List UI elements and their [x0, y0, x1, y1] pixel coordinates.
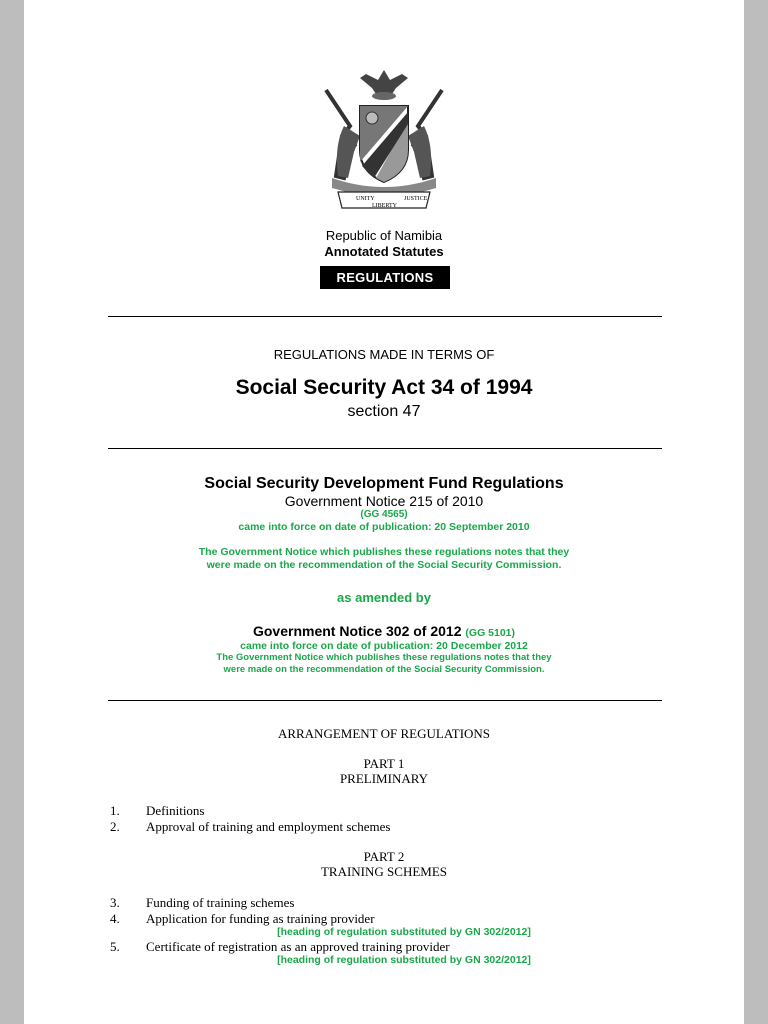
item-number: 1. — [110, 803, 120, 818]
item-text: Funding of training schemes — [146, 895, 295, 910]
divider — [108, 316, 662, 317]
list-item — [110, 939, 450, 955]
amending-gazette-reference: (GG 5101) — [465, 627, 516, 639]
substitution-note: [heading of regulation substituted by GN 302/2012] — [277, 926, 531, 938]
item-number: 3. — [110, 895, 120, 910]
amendment-commencement: came into force on date of publication: 20 December 2012 — [240, 640, 528, 652]
document-page — [24, 0, 744, 1024]
crest-motto-unity: UNITY — [356, 196, 375, 202]
part-1-heading — [24, 756, 744, 786]
recommendation-note-line: The Government Notice which publishes these regulations notes that they — [198, 546, 570, 558]
made-in-terms-of: REGULATIONS MADE IN TERMS OF — [273, 347, 495, 362]
item-text: Certificate of registration as an approved training provider — [146, 939, 450, 954]
commencement-note: came into force on date of publication: 20 September 2010 — [238, 521, 530, 533]
list-item — [110, 819, 390, 835]
act-section: section 47 — [347, 403, 421, 420]
amending-notice-title: Government Notice 302 of 2012 — [252, 623, 462, 639]
amendment-note-line: The Government Notice which publishes these regulations notes that they — [216, 652, 552, 663]
crest-motto-justice: JUSTICE — [404, 196, 428, 202]
part-title: PRELIMINARY — [339, 771, 429, 786]
list-item — [110, 895, 294, 911]
substitution-note: [heading of regulation substituted by GN 302/2012] — [277, 954, 531, 966]
amendment-note-line: were made on the recommendation of the Social Security Commission. — [223, 663, 545, 675]
item-number: 4. — [110, 911, 120, 926]
part-title: TRAINING SCHEMES — [320, 864, 448, 879]
gazette-reference: (GG 4565) — [360, 509, 408, 520]
arrangement-heading: ARRANGEMENT OF REGULATIONS — [277, 726, 491, 741]
item-text: Application for funding as training provider — [146, 911, 375, 926]
item-number: 5. — [110, 939, 120, 954]
act-title: Social Security Act 34 of 1994 — [235, 376, 533, 399]
series-name: Annotated Statutes — [324, 244, 444, 259]
list-item — [110, 803, 205, 819]
list-item — [110, 911, 375, 927]
crest-motto-liberty: LIBERTY — [372, 203, 397, 209]
country-name: Republic of Namibia — [325, 228, 443, 243]
amending-notice — [24, 623, 744, 639]
item-text: Definitions — [146, 803, 205, 818]
recommendation-note-line: were made on the recommendation of the Social Security Commission. — [206, 558, 562, 571]
part-label: PART 2 — [363, 849, 405, 864]
regulations-badge: REGULATIONS — [320, 266, 450, 289]
divider — [108, 448, 662, 449]
part-label: PART 1 — [363, 756, 405, 771]
coat-of-arms-icon — [316, 66, 452, 214]
amendment-recommendation-note — [24, 652, 744, 675]
item-number: 2. — [110, 819, 120, 834]
divider — [108, 700, 662, 701]
recommendation-note — [24, 546, 744, 571]
regulation-title: Social Security Development Fund Regulations — [204, 475, 564, 492]
item-text: Approval of training and employment schemes — [146, 819, 391, 834]
amended-by-heading: as amended by — [337, 590, 431, 605]
part-2-heading — [24, 849, 744, 879]
government-notice: Government Notice 215 of 2010 — [284, 493, 484, 509]
